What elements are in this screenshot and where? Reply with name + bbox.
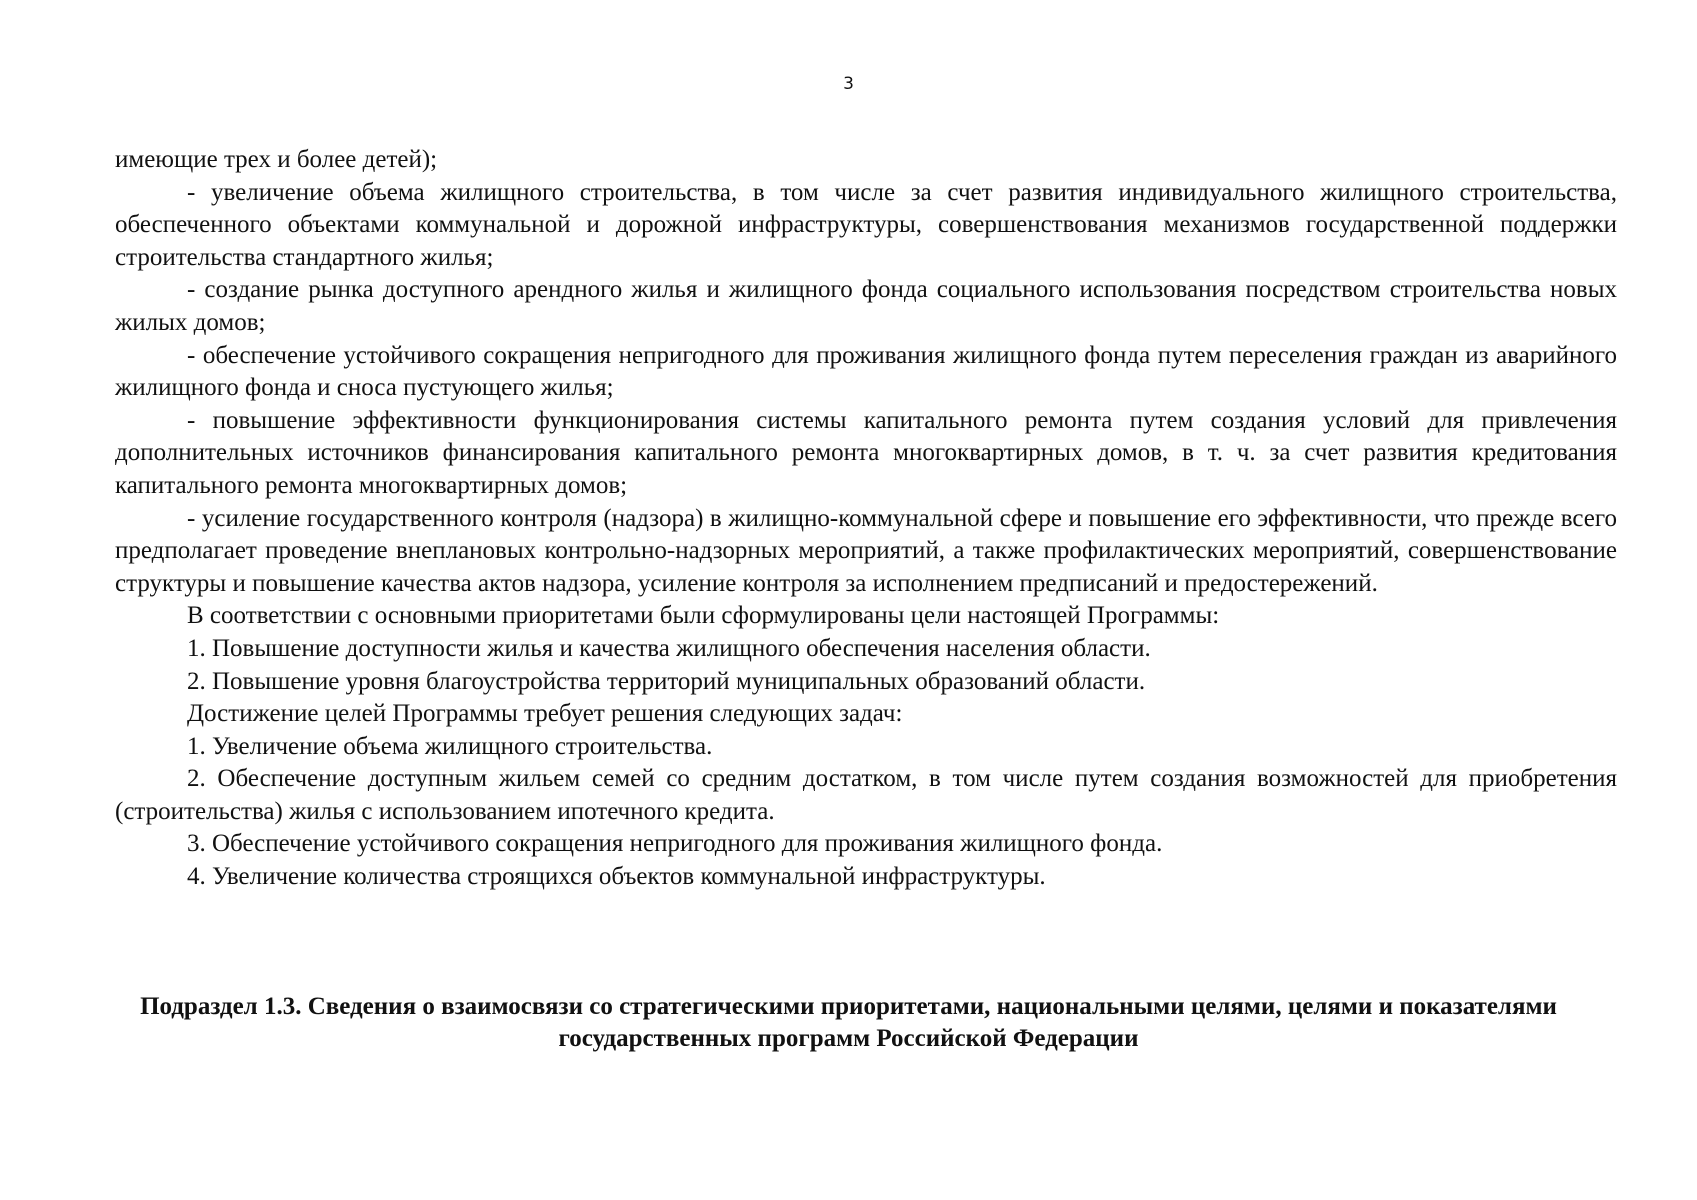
goal-item-1: 1. Повышение доступности жилья и качества жилищного обеспечения населения области. xyxy=(187,634,1151,662)
paragraph-rental-housing: - создание рынка доступного арендного жилья и жилищного фонда социального использования посредством строительства новых жилых домов; xyxy=(115,276,1617,336)
paragraph-housing-construction: - увеличение объема жилищного строительства, в том числе за счет развития индивидуального жилищного строительства, обеспеченного объектами коммунальной и дорожной инфраструктуры, совершенствования механизмов государственной поддержки строительства стандартного жилья; xyxy=(115,178,1617,271)
paragraph-continuation: имеющие трех и более детей); xyxy=(115,146,438,173)
task-item-1: 1. Увеличение объема жилищного строительства. xyxy=(187,732,713,760)
page-number: 3 xyxy=(843,74,854,94)
paragraph-goals-intro: В соответствии с основными приоритетами были сформулированы цели настоящей Программы: xyxy=(187,602,1220,630)
paragraph-unfit-housing: - обеспечение устойчивого сокращения непригодного для проживания жилищного фонда путем переселения граждан из аварийного жилищного фонда и сноса пустующего жилья; xyxy=(115,341,1617,402)
task-item-3: 3. Обеспечение устойчивого сокращения непригодного для проживания жилищного фонда. xyxy=(187,830,1163,858)
paragraph-capital-repair: - повышение эффективности функционирования системы капитального ремонта путем создания условий для привлечения дополнительных источников финансирования капитального ремонта многоквартирных домов, в т. ч. за счет развития кредитования капитального ремонта многоквартирных домов; xyxy=(115,406,1617,499)
paragraph-state-control: - усиление государственного контроля (надзора) в жилищно-коммунальной сфере и повышение его эффективности, что прежде всего предполагает проведение внеплановых контрольно-надзорных мероприятий, а также профилактических мероприятий, совершенствование структуры и повышение качества актов надзора, усиление контроля за исполнением предписаний и предостережений. xyxy=(115,504,1617,597)
section-title: Подраздел 1.3. Сведения о взаимосвязи со стратегическими приоритетами, национальными целями, целями и показателями государственных программ Российской Федерации xyxy=(140,993,1557,1052)
task-item-2: 2. Обеспечение доступным жильем семей со средним достатком, в том числе путем создания возможностей для приобретения (строительства) жилья с использованием ипотечного кредита. xyxy=(115,765,1617,825)
goal-item-2: 2. Повышение уровня благоустройства территорий муниципальных образований области. xyxy=(187,667,1146,695)
document-body xyxy=(115,144,1617,894)
task-item-4: 4. Увеличение количества строящихся объектов коммунальной инфраструктуры. xyxy=(187,863,1046,891)
paragraph-tasks-intro: Достижение целей Программы требует решения следующих задач: xyxy=(187,700,903,728)
